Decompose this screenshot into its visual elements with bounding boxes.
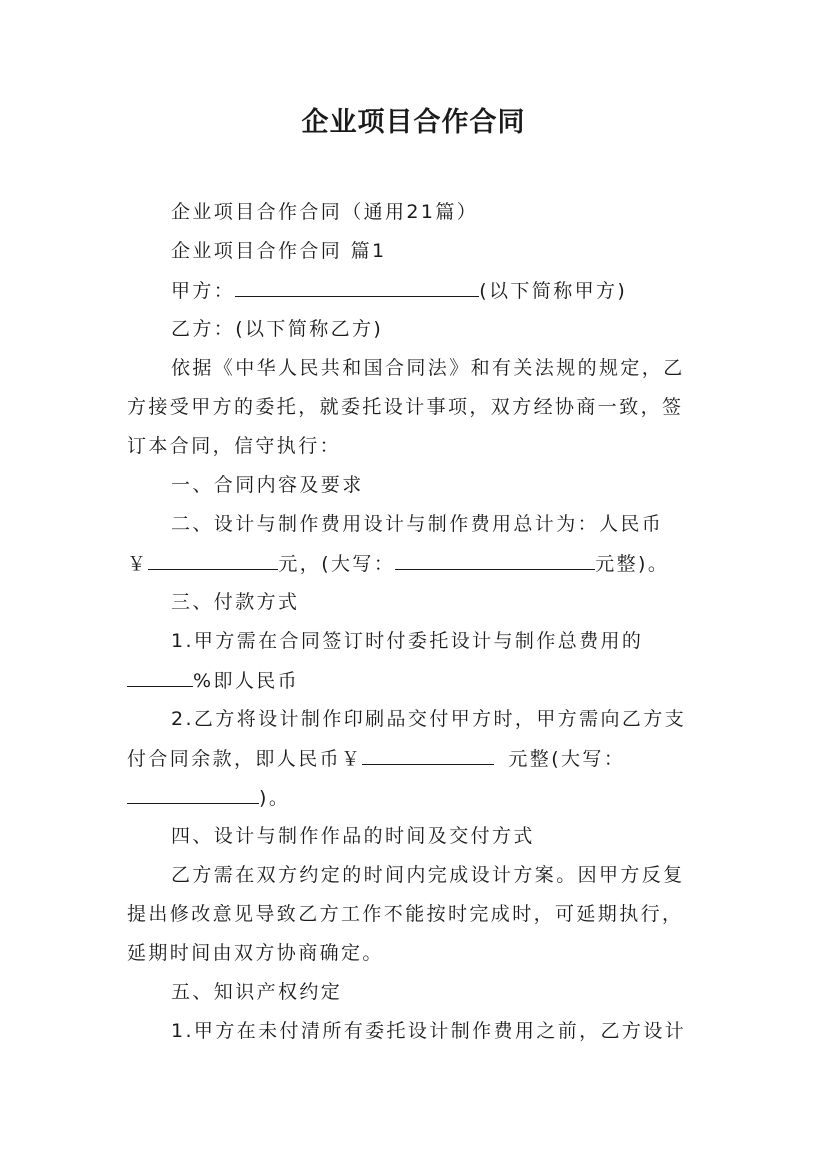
percent-blank <box>127 668 193 687</box>
body-line: 1.甲方需在合同签订时付委托设计与制作总费用的 <box>171 630 644 652</box>
balance-capital-text: 元整(大写： <box>508 748 626 770</box>
percent-line <box>127 668 299 693</box>
section-heading: 三、付款方式 <box>171 591 300 613</box>
balance-line <box>127 746 625 771</box>
balance-capital-line <box>127 785 290 810</box>
subtitle-line: 企业项目合作合同（通用21篇） <box>171 201 479 223</box>
fee-amount-blank <box>148 551 278 570</box>
section-heading: 四、设计与制作作品的时间及交付方式 <box>171 825 535 847</box>
document-title: 企业项目合作合同 <box>301 107 526 138</box>
body-line: 依据《中华人民共和国合同法》和有关法规的规定，乙 <box>171 357 685 379</box>
body-line: 订本合同，信守执行： <box>127 435 342 457</box>
party-b-line: 乙方：(以下简称乙方) <box>171 318 384 340</box>
balance-end-text: )。 <box>259 787 291 809</box>
fee-line <box>127 551 669 576</box>
section-heading: 五、知识产权约定 <box>171 981 343 1003</box>
fee-end-text: 元整)。 <box>595 553 670 575</box>
fee-capital-blank <box>395 551 595 570</box>
body-line: 二、设计与制作费用设计与制作费用总计为：人民币 <box>171 513 664 535</box>
yuan-symbol: ￥ <box>127 553 149 575</box>
body-line: 2.乙方将设计制作印刷品交付甲方时，甲方需向乙方支 <box>171 708 687 730</box>
section-heading: 一、合同内容及要求 <box>171 474 364 496</box>
party-a-label: 甲方： <box>171 280 236 302</box>
party-a-note: (以下简称甲方) <box>479 280 628 302</box>
body-line: 方接受甲方的委托，就委托设计事项，双方经协商一致，签 <box>127 396 684 418</box>
body-line: 1.甲方在未付清所有委托设计制作费用之前，乙方设计 <box>171 1020 687 1042</box>
balance-text: 付合同余款，即人民币￥ <box>127 748 363 770</box>
percent-text: %即人民币 <box>193 670 300 692</box>
section-heading: 企业项目合作合同 篇1 <box>171 240 387 262</box>
balance-capital-blank <box>127 785 259 804</box>
body-line: 延期时间由双方协商确定。 <box>127 942 384 964</box>
body-line: 乙方需在双方约定的时间内完成设计方案。因甲方反复 <box>171 864 685 886</box>
body-line: 提出修改意见导致乙方工作不能按时完成时，可延期执行， <box>127 903 684 925</box>
fee-mid-text: 元，(大写： <box>278 553 396 575</box>
party-a-blank <box>235 278 479 297</box>
balance-amount-blank <box>362 746 494 765</box>
party-a-line <box>171 278 627 303</box>
